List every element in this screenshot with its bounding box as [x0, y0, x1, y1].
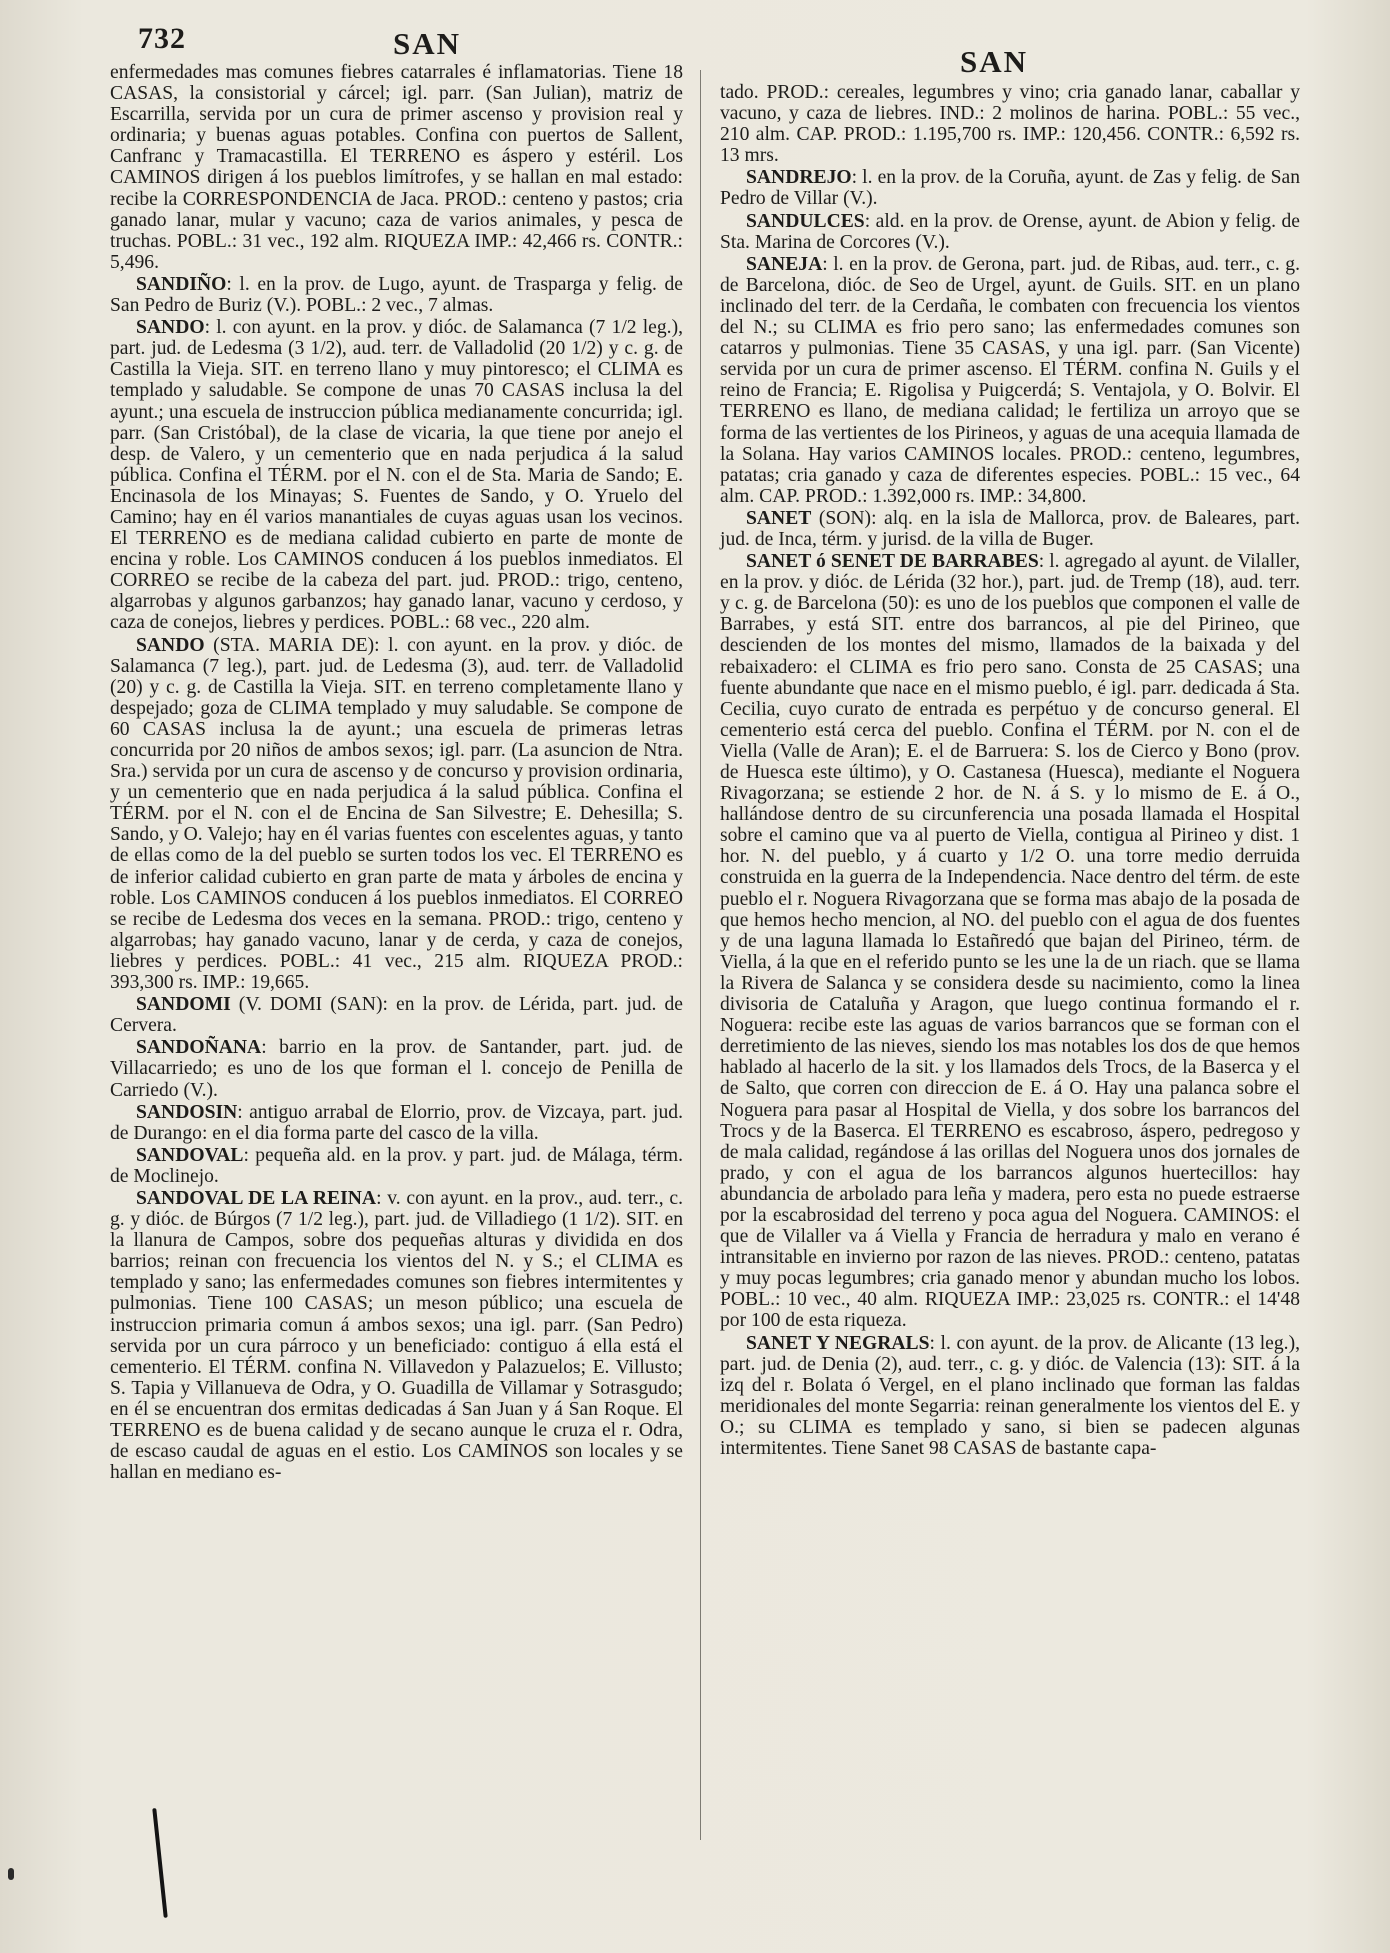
entry-headword: SANET	[746, 507, 812, 529]
entry	[110, 1188, 683, 1483]
left-running-head: SAN	[393, 26, 462, 61]
entry-headword: SANDOVAL	[136, 1144, 244, 1166]
entry-headword: SANET ó SENET DE BARRABES	[746, 551, 1039, 573]
entry-text: : v. con ayunt. en la prov., aud. terr., c. g. y dióc. de Búrgos (7 1/2 leg.), part. jud. de Villadiego (1 1/2). SIT. en la llanura de Campos, sobre dos pequeñas alturas y dividida en dos barrios; reinan con frecuencia los vientos del N. y S.; el CLIMA es templado y sano; las enfermedades comunes son fiebres intermitentes y pulmonias. Tiene 100 CASAS; un meson público; una escuela de instruccion primaria comun á ambos sexos; una igl. parr. (San Pedro) servida por un cura párroco y un beneficiado: contiguo á ella está el cementerio. El TÉRM. confina N. Villavedon y Palazuelos; E. Villusto; S. Tapia y Villanueva de Odra, y O. Guadilla de Villamar y Sotrasgudo; en él se encuentran dos ermitas dedicadas á San Juan y á San Roque. El TERRENO es de buena calidad y de secano aunque le cruza el r. Odra, de escaso caudal de aguas en el estio. Los CAMINOS son locales y se hallan en mediano es-	[110, 1187, 684, 1484]
entry	[110, 62, 683, 273]
entry-headword: SANDULCES	[746, 210, 865, 232]
entry	[110, 317, 683, 633]
entry-text: : l. en la prov. de la Coruña, ayunt. de Zas y felig. de San Pedro de Villar (V.).	[720, 167, 1300, 210]
entry-text: (STA. MARIA DE): l. con ayunt. en la prov. y dióc. de Salamanca (7 leg.), part. jud. de Ledesma (3), aud. terr. de Valladolid (20) y c. g. de Castilla la Vieja. SIT. en terreno completamente llano y despejado; goza de CLIMA templado y muy saludable. Se compone de 60 CASAS inclusa la de ayunt.; una escuela de primeras letras concurrida por 20 niños de ambos sexos; igl. parr. (La asuncion de Ntra. Sra.) servida por un cura de ascenso y de concurso y provision ordinaria, y un cementerio que en nada perjudica á la salud pública. Confina el TÉRM. por el N. con el de Encina de San Silvestre; E. Dehesilla; S. Sando, y O. Valejo; hay en él varias fuentes con escelentes aguas, y tanto de ellas como de la del pueblo se surten todos los vec. El TERRENO es de inferior calidad cubierto en gran parte de mata y árboles de encina y roble. Los CAMINOS conducen á los pueblos inmediatos. El CORREO se recibe de Ledesma dos veces en la semana. PROD.: trigo, centeno y algarrobas; hay ganado vacuno, lanar y de cerda, y caza de conejos, liebres y perdices. POBL.: 41 vec., 215 alm. RIQUEZA PROD.: 393,300 rs. IMP.: 19,665.	[110, 634, 683, 994]
ink-mark	[152, 1808, 167, 1918]
entry-text: : barrio en la prov. de Santander, part. jud. de Villacarriedo; es uno de los que forman el l. concejo de Penilla de Carriedo (V.).	[110, 1037, 683, 1101]
entry-text: tado. PROD.: cereales, legumbres y vino; cria ganado lanar, caballar y vacuno, y caza de liebres. IND.: 2 molinos de harina. POBL.: 55 vec., 210 alm. CAP. PROD.: 1.195,700 rs. IMP.: 120,456. CONTR.: 6,592 rs. 13 mrs.	[720, 82, 1300, 167]
entry-headword: SANDO	[136, 317, 205, 339]
entry	[720, 211, 1300, 253]
entry-headword: SANDIÑO	[136, 273, 227, 295]
right-column	[720, 82, 1300, 1460]
entry-headword: SANEJA	[746, 253, 823, 275]
entry-text: : l. con ayunt. en la prov. y dióc. de Salamanca (7 1/2 leg.), part. jud. de Ledesma (3 1/2), aud. terr. de Valladolid (20 1/2) y c. g. de Castilla la Vieja. SIT. en terreno llano y muy pintoresco; el CLIMA es templado y saludable. Se compone de unas 70 CASAS inclusa la del ayunt.; una escuela de instruccion pública medianamente concurrida; igl. parr. (San Cristóbal), de la clase de vicaria, la que tiene por anejo el desp. de Valero, y un cementerio que en nada perjudica á la salud pública. Confina el TÉRM. por el N. con el de Sta. Maria de Sando; E. Encinasola de los Minayas; S. Fuentes de Sando, y O. Yruelo del Camino; hay en él varios manantiales de cuyas aguas usan los vecinos. El TERRENO es de mediana calidad cubierto en parte de monte de encina y roble. Los CAMINOS conducen á los pueblos inmediatos. El CORREO se recibe de la cabeza del part. jud. PROD.: trigo, centeno, algarrobas y algunos garbanzos; hay ganado lanar, vacuno y cerdoso, y caza de conejos, liebres y perdices. POBL.: 68 vec., 220 alm.	[110, 317, 683, 634]
entry-headword: SANDOMI	[136, 994, 231, 1016]
entry-headword: SANDOVAL DE LA REINA	[136, 1187, 377, 1209]
entry-headword: SANDOSIN	[136, 1101, 238, 1123]
entry-text: (SON): alq. en la isla de Mallorca, prov. de Baleares, part. jud. de Inca, térm. y jurisd. de la villa de Buger.	[720, 507, 1300, 550]
entry	[720, 508, 1300, 550]
entry-text: : l. con ayunt. de la prov. de Alicante (13 leg.), part. jud. de Denia (2), aud. terr., c. g. y dióc. de Valencia (13): SIT. á la izq del r. Bolata ó Vergel, en el plano inclinado que forman las faldas meridionales del monte Segarria: reinan generalmente los vientos del E. y O.; su CLIMA es templado y sano, si bien se padecen algunas intermitentes. Tiene Sanet 98 CASAS de bastante capa-	[720, 1332, 1300, 1459]
entry-headword: SANET Y NEGRALS	[746, 1332, 930, 1354]
entry	[720, 551, 1300, 1331]
entry-text: : antiguo arrabal de Elorrio, prov. de Vizcaya, part. jud. de Durango: en el dia forma parte del casco de la villa.	[110, 1101, 683, 1144]
ink-dot	[8, 1868, 14, 1880]
entry-headword: SANDO	[136, 634, 205, 656]
entry	[720, 82, 1300, 166]
entry-headword: SANDOÑANA	[136, 1037, 262, 1059]
entry-text: : pequeña ald. en la prov. y part. jud. de Málaga, térm. de Moclinejo.	[110, 1144, 683, 1187]
entry	[110, 274, 683, 316]
entry	[720, 254, 1300, 507]
entry	[720, 167, 1300, 209]
entry	[110, 1145, 683, 1187]
entry	[720, 1333, 1300, 1460]
entry	[110, 1102, 683, 1144]
entry-text: : ald. en la prov. de Orense, ayunt. de Abion y felig. de Sta. Marina de Corcores (V.).	[720, 210, 1300, 253]
page-number: 732	[138, 22, 186, 55]
column-divider	[700, 70, 701, 1840]
entry-headword: SANDREJO	[746, 167, 852, 189]
right-running-head: SAN	[960, 44, 1029, 79]
running-head	[138, 22, 1330, 79]
left-column	[110, 62, 683, 1484]
entry	[110, 1037, 683, 1100]
entry-text: : l. en la prov. de Gerona, part. jud. de Ribas, aud. terr., c. g. de Barcelona, dióc. de Seo de Urgel, ayunt. de Guils. SIT. en un plano inclinado del terr. de la Cerdaña, le combaten con frecuencia los vientos del N.; su CLIMA es frio pero sano; las enfermedades comunes son catarros y pulmonias. Tiene 35 CASAS, y una igl. parr. (San Vicente) servida por un cura de primer ascenso. El TÉRM. confina N. Guils y el reino de Francia; E. Rigolisa y Puigcerdá; S. Ventajola, y O. Bolvir. El TERRENO es llano, de mediana calidad; le fertiliza un arroyo que se forma de las vertientes de los Pirineos, y aguas de una acequia llamada de la Solana. Hay varios CAMINOS locales. PROD.: centeno, legumbres, patatas; cria ganado y caza de diferentes especies. POBL.: 15 vec., 64 alm. CAP. PROD.: 1.392,000 rs. IMP.: 34,800.	[720, 253, 1300, 507]
entry	[110, 994, 683, 1036]
entry-text: (V. DOMI (SAN): en la prov. de Lérida, part. jud. de Cervera.	[110, 994, 683, 1037]
entry	[110, 635, 683, 994]
entry-text: : l. en la prov. de Lugo, ayunt. de Trasparga y felig. de San Pedro de Buriz (V.). POBL.: 2 vec., 7 almas.	[110, 273, 683, 317]
entry-text: enfermedades mas comunes fiebres catarrales é inflamatorias. Tiene 18 CASAS, la consistorial y cárcel; igl. parr. (San Julian), matriz de Escarrilla, servida por un cura de primer ascenso y provision real y ordinaria; y buenas aguas potables. Confina con puertos de Sallent, Canfranc y Tramacastilla. El TERRENO es áspero y estéril. Los CAMINOS dirigen á los pueblos limítrofes, y se hallan en mal estado: recibe la CORRESPONDENCIA de Jaca. PROD.: centeno y pastos; cria ganado lanar, mular y vacuno; caza de varios animales, y pesca de truchas. POBL.: 31 vec., 192 alm. RIQUEZA IMP.: 42,466 rs. CONTR.: 5,496.	[110, 62, 683, 273]
entry-text: : l. agregado al ayunt. de Vilaller, en la prov. y dióc. de Lérida (32 hor.), part. jud. de Tremp (18), aud. terr. y c. g. de Barcelona (50): es uno de los pueblos que componen el valle de Barrabes, y está SIT. entre dos barrancos, al pie del Pirineo, que descienden de los montes del mismo, llamados de la baixada y del rebaixadero: el CLIMA es frio pero sano. Consta de 25 CASAS; una fuente abundante que nace en el mismo pueblo, é igl. parr. dedicada á Sta. Cecilia, cuyo curato de entrada es perpétuo y de concurso general. El cementerio está cerca del pueblo. Confina el TÉRM. por N. con el de Viella (Valle de Aran); E. el de Barruera: S. los de Cierco y Bono (prov. de Huesca este último), y O. Castanesa (Huesca), mediante el Noguera Rivagorzana; se estiende 2 hor. de N. á S. y lo mismo de E. á O., hallándose dentro de su circunferencia una posada llamada el Hospital sobre el camino que va al puerto de Viella, contigua al Pirineo y dist. 1 hor. N. del pueblo, y á cuarto y 1/2 O. una torre medio derruida construida en la guerra de la Independencia. Nace dentro del térm. de este pueblo el r. Noguera Rivagorzana que se forma mas abajo de la posada de que hemos hecho mencion, al NO. del pueblo con el agua de dos fuentes y de una laguna llamada lo Estañredó que bajan del Pirineo, térm. de Viella, á la que en el referido punto se les une la de un riach. que se llama la Rivera de Salanca y se considera desde su nacimiento, como la linea divisoria de Cataluña y Aragon, que luego continua formando el r. Noguera: recibe este las aguas de varios barrancos que se forman con el derretimiento de las nieves, siendo los mas notables los dos de que hemos hablado al hacerlo de la sit. y los llamados dels Trocs, de la Baserca y el de Salto, que corren con direccion de E. á O. Hay una palanca sobre el Noguera para pasar al Hospital de Viella, y dos sobre los barrancos del Trocs y de la Baserca. El TERRENO es escabroso, áspero, pedregoso y de mala calidad, regándose á las orillas del Noguera unos dos jornales de prado, y con el agua de los barrancos algunos huertecillos: hay abundancia de arbolado para leña y madera, pero esta no puede estraerse por la escabrosidad del terreno y poca agua del Noguera. CAMINOS: el que de Vilaller va á Viella y Francia de herradura y malo en verano é intransitable en invierno por razon de las nieves. PROD.: centeno, patatas y muy pocas legumbres; cria ganado menor y abundan mucho los lobos. POBL.: 10 vec., 40 alm. RIQUEZA IMP.: 23,025 rs. CONTR.: el 14'48 por 100 de esta riqueza.	[720, 551, 1300, 1332]
